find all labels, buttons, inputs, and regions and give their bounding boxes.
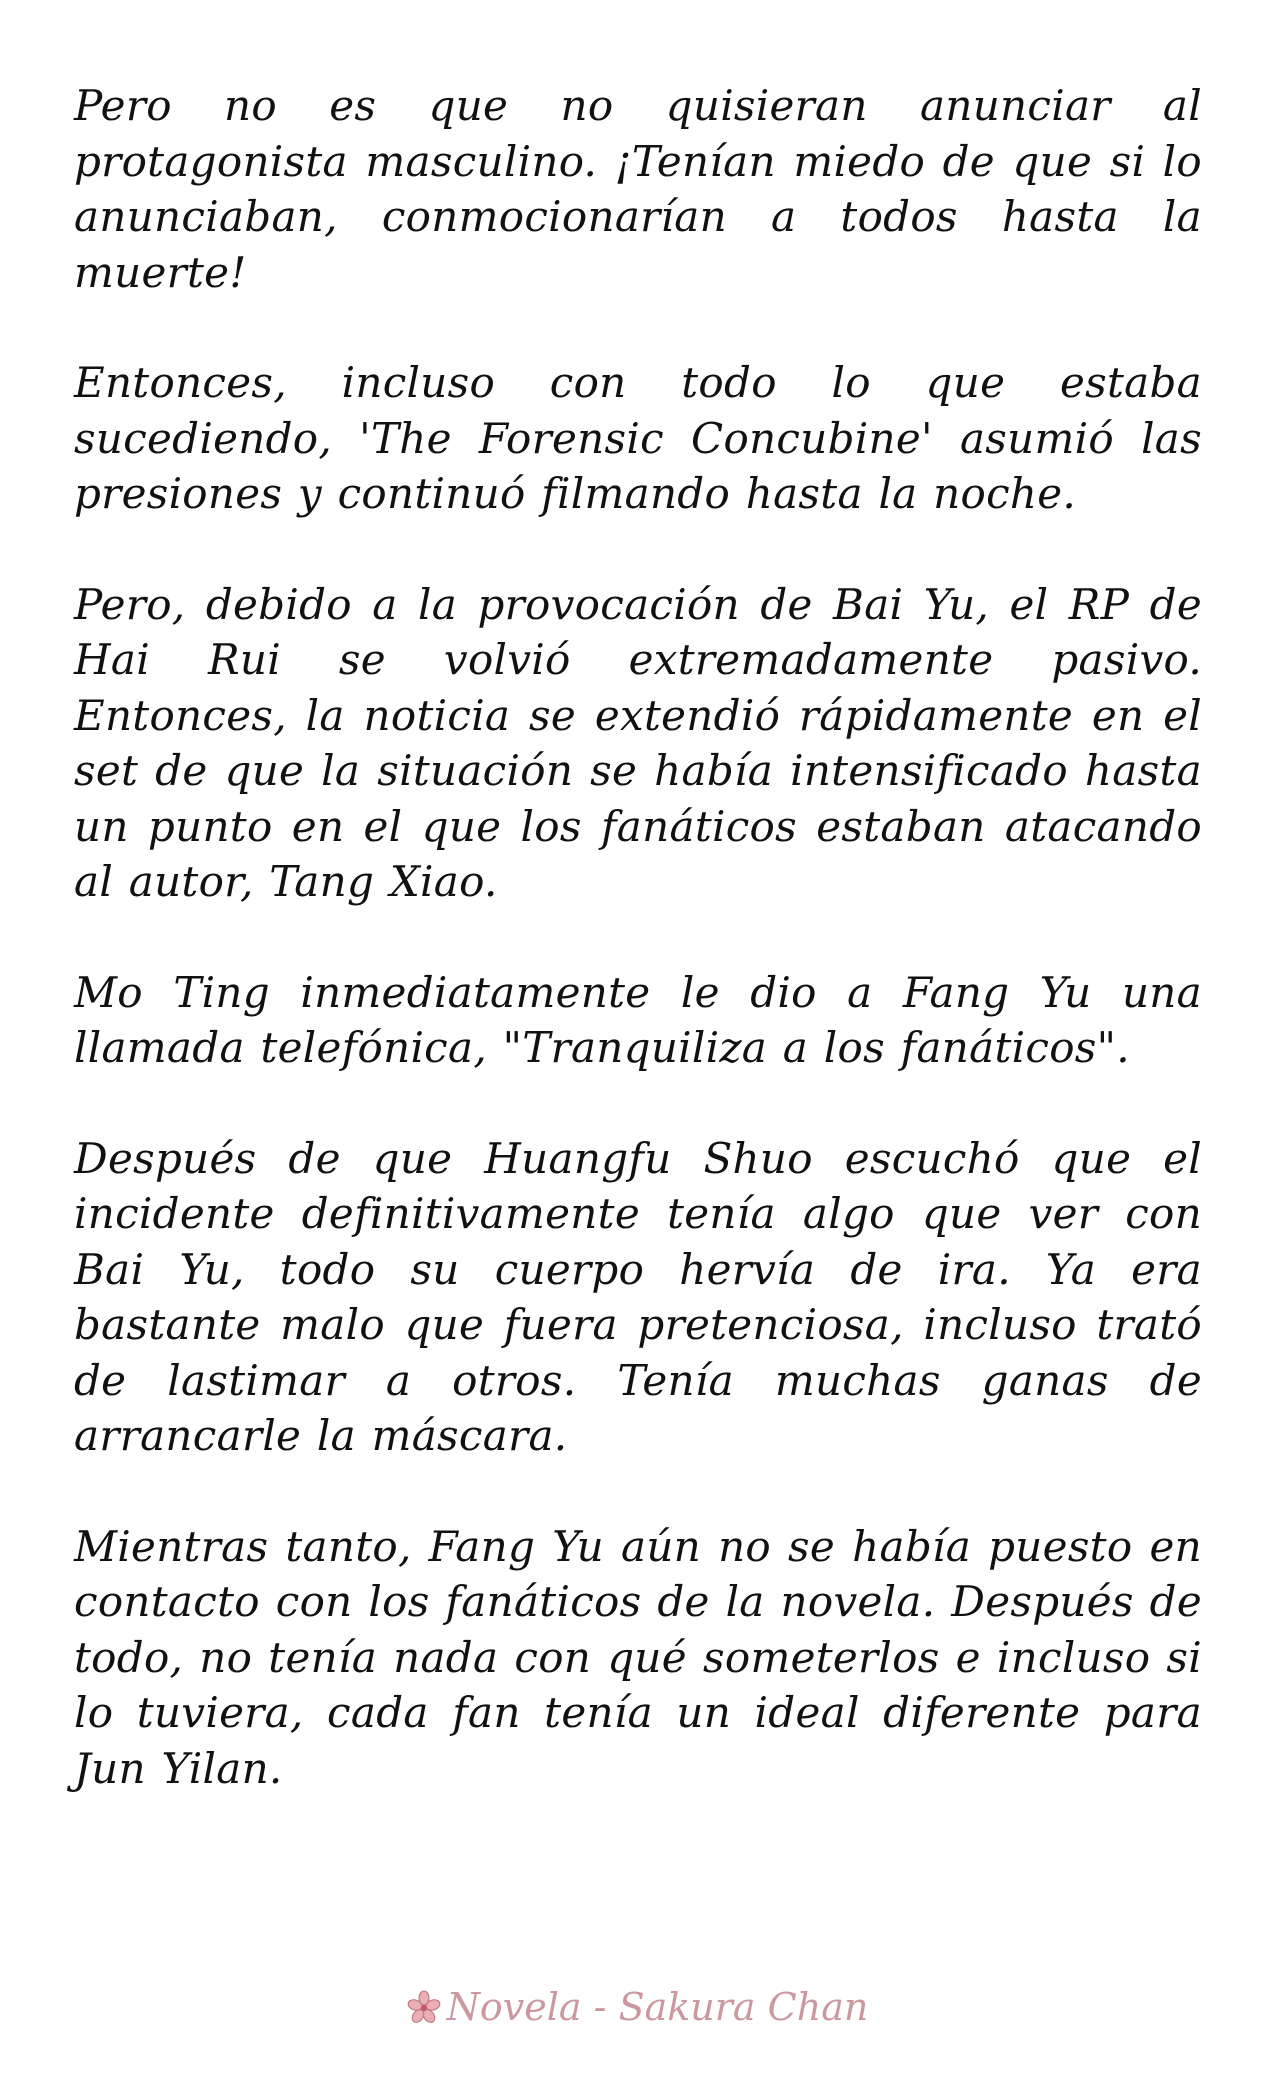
paragraph-3: Pero, debido a la provocación de Bai Yu, el RP de Hai Rui se volvió extremadamente pasivo. Entonces, la noticia se extendió rápidamente en el set de que la situación se había intensificado hasta un punto en el que los fanáticos estaban atacando al autor, Tang Xiao. xyxy=(74,579,1202,906)
paragraph-5: Después de que Huangfu Shuo escuchó que el incidente definitivamente tenía algo que ver con Bai Yu, todo su cuerpo hervía de ira. Ya era bastante malo que fuera pretenciosa, incluso trató de lastimar a otros. Tenía muchas ganas de arrancarle la máscara. xyxy=(74,1133,1202,1460)
text-column xyxy=(74,78,1202,1851)
watermark xyxy=(0,1985,1275,2029)
paragraph-1: Pero no es que no quisieran anunciar al protagonista masculino. ¡Tenían miedo de que si lo anunciaban, conmocionarían a todos hasta la muerte! xyxy=(74,81,1202,297)
paragraph-6: Mientras tanto, Fang Yu aún no se había puesto en contacto con los fanáticos de la novela. Después de todo, no tenía nada con qué someterlos e incluso si lo tuviera, cada fan tenía un ideal diferente para Jun Yilan. xyxy=(74,1521,1202,1793)
paragraph-4: Mo Ting inmediatamente le dio a Fang Yu una llamada telefónica, "Tranquiliza a los fanáticos". xyxy=(74,967,1202,1072)
watermark-text: Novela - Sakura Chan xyxy=(446,1985,869,2029)
sakura-flower-icon xyxy=(407,1989,441,2023)
paragraph-2: Entonces, incluso con todo lo que estaba sucediendo, 'The Forensic Concubine' asumió las presiones y continuó filmando hasta la noche. xyxy=(74,358,1202,518)
